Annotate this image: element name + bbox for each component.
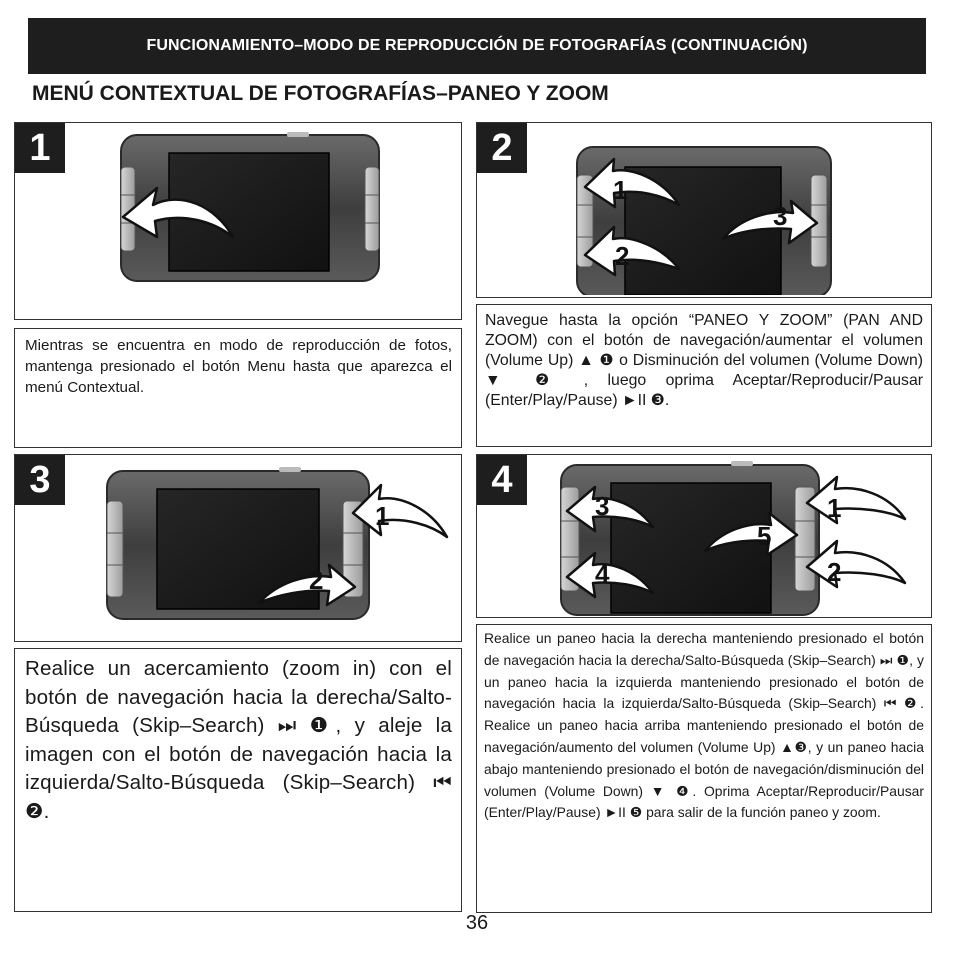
callout-arrow-1 xyxy=(807,477,905,523)
step-2-text: Navegue hasta la opción “PANEO Y ZOOM” (PAN AND ZOOM) con el botón de navegación/aumentar el volumen (Volume Up) ▲ ❶ o Disminución del volumen (Volume Down) ▼ ❷ , luego oprima Aceptar/Reproducir/Pausar (Enter/Play/Pause) ►II ❸. xyxy=(485,312,923,409)
step-2-number: 2 xyxy=(477,123,527,173)
step-1-text-box xyxy=(14,328,462,448)
step-3-number: 3 xyxy=(15,455,65,505)
callout-arrow-1 xyxy=(585,159,679,207)
callouts-layer xyxy=(477,123,932,298)
callout-number: 4 xyxy=(595,559,610,589)
callout-arrow-3 xyxy=(723,201,817,243)
step-4-illustration xyxy=(476,454,932,618)
step-4-text: Realice un paneo hacia la derecha manteniendo presionado el botón de navegación hacia la derecha/Salto-Búsqueda (Skip–Search) ⏭ ❶, y un paneo hacia la izquierda manteniendo presionado el botón de navegación hacia la izquierda/Salto-Búsqueda (Skip–Search) ⏮ ❷. Realice un paneo hacia arriba manteniendo presionado el botón de navegación/aumento del volumen (Volume Up) ▲❸, y un paneo hacia abajo manteniendo presionado el botón de navegación/disminución del volumen (Volume Down) ▼ ❹. Oprima Aceptar/Reproducir/Pausar (Enter/Play/Pause) ►II ❺ para salir de la función paneo y zoom. xyxy=(484,630,924,821)
callout-number: 2 xyxy=(615,241,630,271)
callout-number: 2 xyxy=(827,557,842,587)
callout-arrow-3 xyxy=(567,487,653,531)
callout-number: 1 xyxy=(375,501,390,531)
arrow-menu-icon xyxy=(15,123,462,320)
callout-number: 1 xyxy=(613,175,628,205)
callout-arrow-2 xyxy=(585,227,679,275)
step-2-text-box xyxy=(476,304,932,447)
step-4-number: 4 xyxy=(477,455,527,505)
step-4-text-box xyxy=(476,624,932,913)
step-1-illustration xyxy=(14,122,462,320)
callout-number: 3 xyxy=(595,491,610,521)
step-1-text: Mientras se encuentra en modo de reproducción de fotos, mantenga presionado el botón Menu hasta que aparezca el menú Contextual. xyxy=(25,337,452,396)
callout-number: 3 xyxy=(773,201,788,231)
step-3-text-box xyxy=(14,648,462,912)
callout-arrow-2 xyxy=(259,565,355,605)
callout-arrow-2 xyxy=(807,541,905,587)
callout-arrow-5 xyxy=(705,513,797,555)
step-1-number: 1 xyxy=(15,123,65,173)
callout-number: 2 xyxy=(309,565,324,595)
header-title: FUNCIONAMIENTO–MODO DE REPRODUCCIÓN DE FOTOGRAFÍAS (CONTINUACIÓN) xyxy=(146,37,808,54)
callouts-layer xyxy=(15,455,462,642)
callout-arrow-4 xyxy=(567,553,653,597)
callout-number: 5 xyxy=(757,521,772,551)
section-title: MENÚ CONTEXTUAL DE FOTOGRAFÍAS–PANEO Y ZOOM xyxy=(32,82,609,105)
step-3-illustration xyxy=(14,454,462,642)
step-3-text: Realice un acercamiento (zoom in) con el botón de navegación hacia la derecha/Salto-Búsqueda (Skip–Search) ⏭ ❶, y aleje la imagen con el botón de navegación hacia la izquierda/Salto-Búsqueda (Skip–Search) ⏮ ❷. xyxy=(25,657,452,823)
callout-number: 1 xyxy=(827,493,842,523)
callout-arrow-1 xyxy=(353,485,447,537)
step-2-illustration xyxy=(476,122,932,298)
page-number: 36 xyxy=(465,912,489,934)
callouts-layer xyxy=(477,455,932,618)
page-header xyxy=(28,18,926,74)
